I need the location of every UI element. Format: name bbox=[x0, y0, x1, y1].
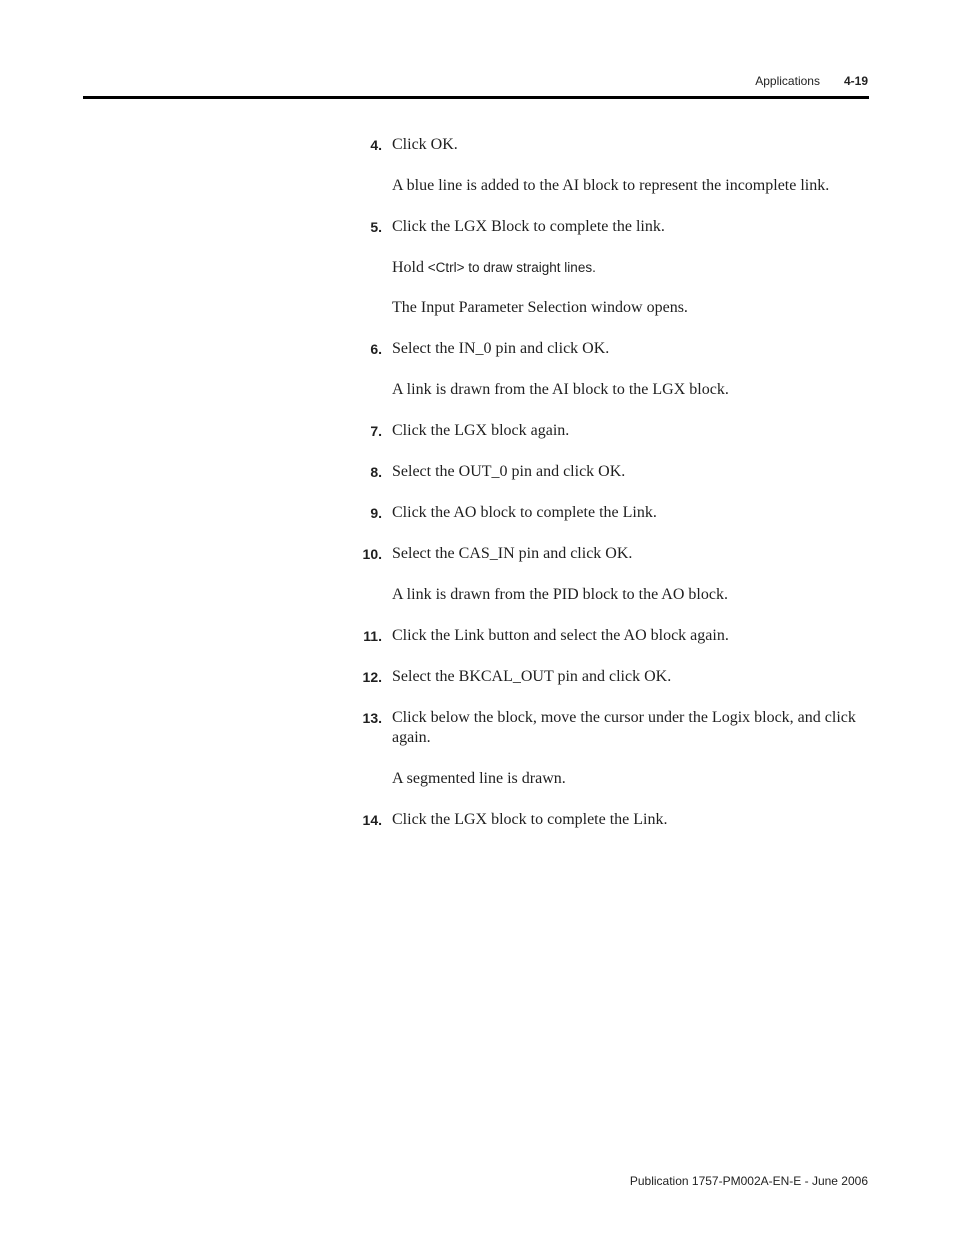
step-text: Click the LGX block again. bbox=[392, 422, 570, 439]
step-text: Click the AO block to complete the Link. bbox=[392, 504, 657, 521]
page-header bbox=[755, 74, 868, 88]
step-number: 12. bbox=[362, 669, 382, 685]
step-text: Click OK. bbox=[392, 136, 458, 153]
step-text: Click the LGX Block to complete the link. bbox=[392, 218, 665, 235]
step-12 bbox=[355, 667, 870, 687]
step-9 bbox=[355, 503, 870, 523]
step-10 bbox=[355, 544, 870, 564]
step-5-note: The Input Parameter Selection window opens. bbox=[392, 299, 688, 316]
step-14 bbox=[355, 810, 870, 830]
section-title: Applications bbox=[755, 74, 820, 88]
tip-lead: Hold bbox=[392, 259, 424, 276]
step-text: Click below the block, move the cursor under the Logix block, and click again. bbox=[392, 709, 856, 746]
step-text: Select the OUT_0 pin and click OK. bbox=[392, 463, 626, 480]
step-text: Click the LGX block to complete the Link. bbox=[392, 811, 668, 828]
step-11 bbox=[355, 626, 870, 646]
step-4 bbox=[355, 135, 870, 155]
step-text: Select the BKCAL_OUT pin and click OK. bbox=[392, 668, 672, 685]
step-4-note: A blue line is added to the AI block to represent the incomplete link. bbox=[392, 177, 830, 194]
step-number: 8. bbox=[370, 464, 382, 480]
step-number: 6. bbox=[370, 341, 382, 357]
procedure-steps bbox=[355, 135, 870, 851]
step-number: 11. bbox=[363, 628, 382, 644]
step-7 bbox=[355, 421, 870, 441]
step-number: 4. bbox=[370, 137, 382, 153]
step-number: 9. bbox=[370, 505, 382, 521]
tip-text: <Ctrl> to draw straight lines. bbox=[424, 260, 596, 275]
step-6 bbox=[355, 339, 870, 359]
step-number: 5. bbox=[370, 219, 382, 235]
header-rule bbox=[83, 96, 869, 99]
page-number: 4-19 bbox=[843, 74, 868, 88]
step-8 bbox=[355, 462, 870, 482]
step-number: 10. bbox=[362, 546, 382, 562]
step-number: 7. bbox=[370, 423, 382, 439]
step-13-note: A segmented line is drawn. bbox=[392, 770, 566, 787]
step-6-note: A link is drawn from the AI block to the LGX block. bbox=[392, 381, 729, 398]
step-number: 14. bbox=[362, 812, 382, 828]
step-text: Click the Link button and select the AO block again. bbox=[392, 627, 729, 644]
step-text: Select the CAS_IN pin and click OK. bbox=[392, 545, 633, 562]
step-10-note: A link is drawn from the PID block to the AO block. bbox=[392, 586, 728, 603]
step-5 bbox=[355, 217, 870, 237]
publication-footer: Publication 1757-PM002A-EN-E - June 2006 bbox=[629, 1174, 868, 1188]
step-13 bbox=[355, 708, 870, 748]
step-number: 13. bbox=[362, 710, 382, 726]
step-text: Select the IN_0 pin and click OK. bbox=[392, 340, 610, 357]
step-5-tip bbox=[355, 258, 870, 278]
